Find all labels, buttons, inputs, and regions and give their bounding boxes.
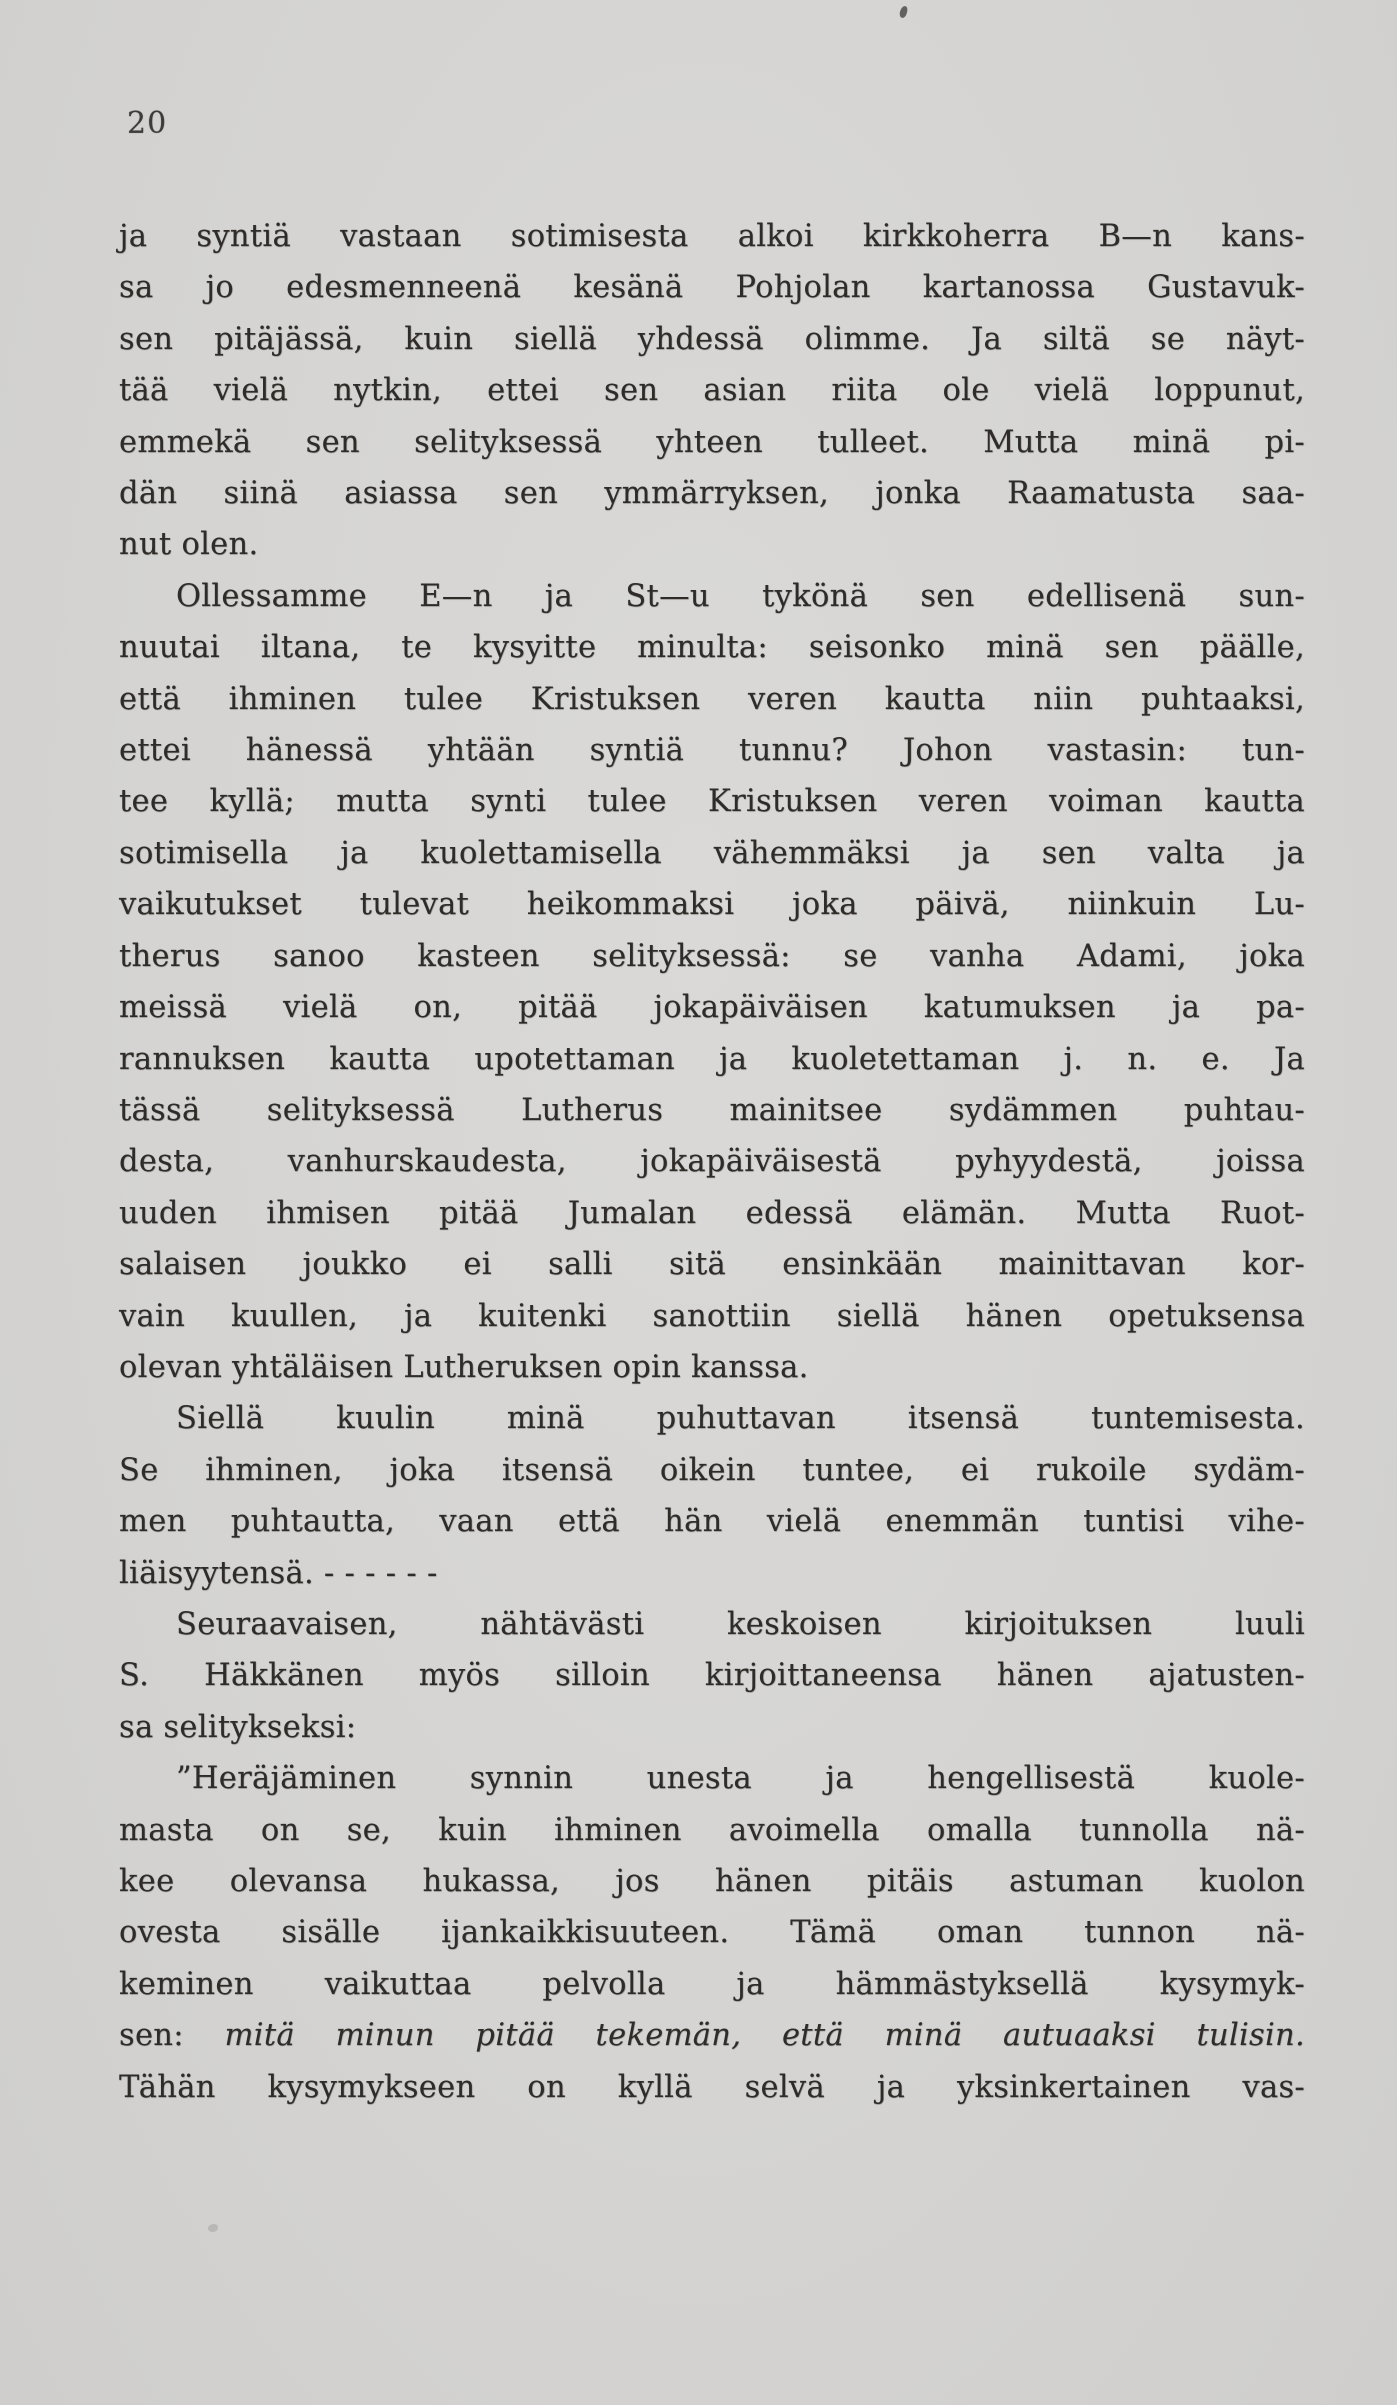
paragraph-1	[119, 211, 1305, 571]
paragraph-2	[119, 571, 1305, 1394]
page-number: 20	[127, 106, 168, 141]
text-line: meissä vielä on, pitää jokapäiväisen katumuksen ja pa-	[119, 990, 1305, 1026]
text-line: S. Häkkänen myös silloin kirjoittaneensa hänen ajatusten-	[119, 1658, 1305, 1694]
text-line: kee olevansa hukassa, jos hänen pitäis astuman kuolon	[119, 1864, 1305, 1899]
text-line: nuutai iltana, te kysyitte minulta: seisonko minä sen päälle,	[119, 630, 1305, 666]
text-line: Siellä kuulin minä puhuttavan itsensä tuntemisesta.	[176, 1401, 1305, 1437]
text-line: ”Heräjäminen synnin unesta ja hengellisestä kuole-	[176, 1761, 1305, 1797]
text-line: vaikutukset tulevat heikommaksi joka päivä, niinkuin Lu-	[119, 887, 1305, 923]
scan-speck	[899, 5, 908, 18]
text-line: tee kyllä; mutta synti tulee Kristuksen veren voiman kautta	[119, 784, 1305, 820]
text-line: rannuksen kautta upotettaman ja kuoletettaman j. n. e. Ja	[119, 1041, 1305, 1077]
text-line: liäisyytensä. - - - - - -	[119, 1555, 438, 1591]
text-line: ettei hänessä yhtään syntiä tunnu? Johon vastasin: tun-	[119, 733, 1305, 769]
text-line: vain kuullen, ja kuitenki sanottiin siellä hänen opetuksensa	[119, 1298, 1305, 1334]
text-line-mixed-italic	[119, 2010, 1305, 2061]
text-line: ovesta sisälle ijankaikkisuuteen. Tämä oman tunnon nä-	[119, 1915, 1305, 1951]
text-line: tää vielä nytkin, ettei sen asian riita ole vielä loppunut,	[119, 373, 1305, 409]
text-line: dän siinä asiassa sen ymmärryksen, jonka Raamatusta saa-	[119, 476, 1305, 512]
text-line: ja syntiä vastaan sotimisesta alkoi kirkkoherra B—n kans-	[119, 219, 1305, 254]
paragraph-3	[119, 1393, 1305, 1599]
text-line: masta on se, kuin ihminen avoimella omalla tunnolla nä-	[119, 1812, 1305, 1848]
text-line: sa selitykseksi:	[119, 1709, 357, 1745]
text-line: sen pitäjässä, kuin siellä yhdessä olimme. Ja siltä se näyt-	[119, 321, 1305, 357]
text-line: therus sanoo kasteen selityksessä: se vanha Adami, joka	[119, 938, 1305, 974]
text-line: Se ihminen, joka itsensä oikein tuntee, ei rukoile sydäm-	[119, 1452, 1305, 1488]
text-line: men puhtautta, vaan että hän vielä enemmän tuntisi vihe-	[119, 1504, 1305, 1540]
text-line: Tähän kysymykseen on kyllä selvä ja yksinkertainen vas-	[119, 2069, 1305, 2105]
text-line: että ihminen tulee Kristuksen veren kautta niin puhtaaksi,	[119, 681, 1305, 717]
text-line: olevan yhtäläisen Lutheruksen opin kanssa.	[119, 1349, 809, 1385]
paragraph-4	[119, 1599, 1305, 1753]
text-block	[119, 211, 1305, 2113]
text-line: nut olen.	[119, 527, 259, 563]
text-line: uuden ihmisen pitää Jumalan edessä elämän. Mutta Ruot-	[119, 1195, 1305, 1231]
text-run-roman: sen:	[119, 2018, 225, 2054]
paragraph-5	[119, 1753, 1305, 2113]
text-line: emmekä sen selityksessä yhteen tulleet. Mutta minä pi-	[119, 424, 1305, 460]
text-run-italic: mitä minun pitää tekemän, että minä autuaaksi tulisin.	[224, 2018, 1305, 2054]
text-line: Ollessamme E—n ja St—u tykönä sen edellisenä sun-	[176, 578, 1305, 614]
text-line: keminen vaikuttaa pelvolla ja hämmästyksellä kysymyk-	[119, 1966, 1305, 2002]
text-line: desta, vanhurskaudesta, jokapäiväisestä pyhyydestä, joissa	[119, 1144, 1305, 1180]
scan-speck	[208, 2224, 218, 2232]
text-line: sotimisella ja kuolettamisella vähemmäksi ja sen valta ja	[119, 835, 1305, 871]
text-line: salaisen joukko ei salli sitä ensinkään mainittavan kor-	[119, 1247, 1305, 1283]
text-line: Seuraavaisen, nähtävästi keskoisen kirjoituksen luuli	[176, 1606, 1305, 1642]
text-line: sa jo edesmenneenä kesänä Pohjolan kartanossa Gustavuk-	[119, 270, 1305, 306]
text-line: tässä selityksessä Lutherus mainitsee sydämmen puhtau-	[119, 1092, 1305, 1128]
